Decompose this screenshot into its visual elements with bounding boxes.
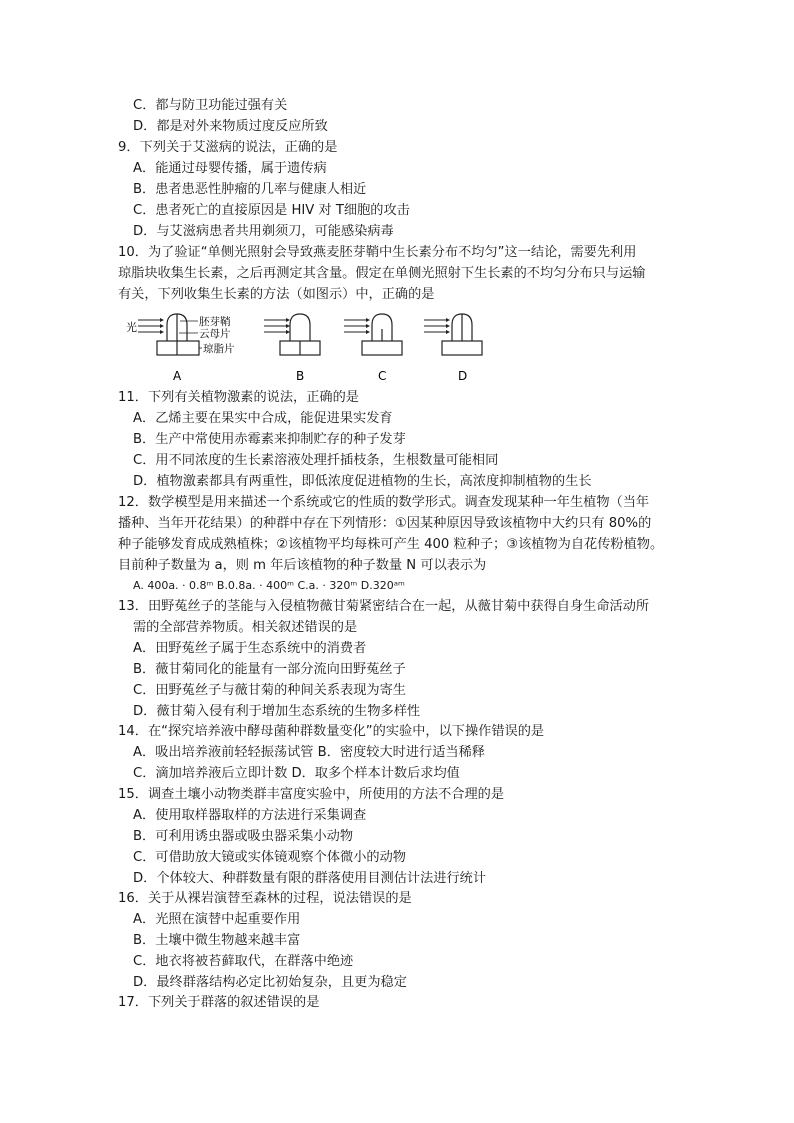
q16-option-d: D．最终群落结构必定比初始复杂，且更为稳定 [133,975,407,990]
q11-option-a: A．乙烯主要在果实中合成，能促进果实发育 [133,411,393,426]
question-12-line-2: 播种、当年开花结果）的种群中存在下列情形：①因某种原因导致该植物中大约只有 80%的 [118,516,652,531]
panel-b [264,314,320,383]
panel-label-b: B [296,369,305,383]
light-label: 光 [126,321,137,334]
panel-c [344,314,402,383]
q11-option-b: B．生产中常使用赤霉素来抑制贮存的种子发芽 [133,432,406,447]
q9-option-c: C．患者死亡的直接原因是 HIV 对 T细胞的攻击 [133,203,410,218]
question-14: 14．在“探究培养液中酵母菌种群数量变化”的实验中，以下操作错误的是 [118,724,545,739]
panel-label-c: C [378,369,387,383]
q13-option-d: D．薇甘菊入侵有利于增加生态系统的生物多样性 [133,704,421,719]
panel-label-d: D [458,369,468,383]
q9-option-a: A．能通过母婴传播，属于遗传病 [133,161,327,176]
q15-option-a: A．使用取样器取样的方法进行采集调查 [133,808,367,823]
q16-option-b: B．土壤中微生物越来越丰富 [133,933,301,948]
q15-option-c: C．可借助放大镜或实体镜观察个体微小的动物 [133,850,406,865]
mica-label: 云母片 [199,328,231,340]
q8-option-d: D．都是对外来物质过度反应所致 [133,119,328,134]
q16-option-c: C．地衣将被苔藓取代，在群落中绝迹 [133,954,354,969]
q13-option-b: B．薇甘菊同化的能量有一部分流向田野菟丝子 [133,662,406,677]
coleoptile-label: 胚芽鞘 [199,316,231,328]
coleoptile-figure [126,311,496,385]
question-12-line-1: 12．数学模型是用来描述一个系统或它的性质的数学形式。调查发现某种一年生植物（当年 [118,495,650,510]
question-13-line-1: 13．田野菟丝子的茎能与入侵植物薇甘菊紧密结合在一起，从薇甘菊中获得自身生命活动所 [118,599,650,614]
question-12-line-4: 目前种子数量为 a，则 m 年后该植物的种子数量 N 可以表示为 [118,558,487,573]
panel-a [138,314,235,383]
question-9: 9．下列关于艾滋病的说法，正确的是 [118,140,338,155]
q9-option-b: B．患者患恶性肿瘤的几率与健康人相近 [133,182,367,197]
q15-option-b: B．可利用诱虫器或吸虫器采集小动物 [133,829,354,844]
q11-option-d: D．植物激素都具有两重性，即低浓度促进植物的生长，高浓度抑制植物的生长 [133,474,592,489]
question-12-line-3: 种子能够发育成成熟植株；②该植物平均每株可产生 400 粒种子；③该植物为自花传粉植物。 [118,537,664,552]
q14-options-ab: A．吸出培养液前轻轻振荡试管 B．密度较大时进行适当稀释 [133,745,485,760]
q8-option-c: C．都与防卫功能过强有关 [133,98,288,113]
question-10-line-2: 琼脂块收集生长素，之后再测定其含量。假定在单侧光照射下生长素的不均匀分布只与运输 [118,266,646,281]
question-17: 17．下列关于群落的叙述错误的是 [118,995,320,1010]
question-10-line-3: 有关，下列收集生长素的方法（如图示）中，正确的是 [118,287,435,302]
panel-label-a: A [173,369,182,383]
question-11: 11．下列有关植物激素的说法，正确的是 [118,390,359,405]
question-10-line-1: 10．为了验证“单侧光照射会导致燕麦胚芽鞘中生长素分布不均匀”这一结论，需要先利用 [118,245,637,260]
question-15: 15．调查土壤小动物类群丰富度实验中，所使用的方法不合理的是 [118,787,505,802]
question-13-line-2: 需的全部营养物质。相关叙述错误的是 [133,620,358,635]
q15-option-d: D．个体较大、种群数量有限的群落使用目测估计法进行统计 [133,871,487,886]
q14-options-cd: C．滴加培养液后立即计数 D．取多个样本计数后求均值 [133,766,460,781]
q13-option-c: C．田野菟丝子与薇甘菊的种间关系表现为寄生 [133,683,406,698]
agar-label: 琼脂片 [203,343,235,355]
q9-option-d: D．与艾滋病患者共用剃须刀，可能感染病毒 [133,224,394,239]
q12-options: A. 400a. · 0.8ᵐ B.0.8a. · 400ᵐ C.a. · 320ᵐ D.320ᵃᵐ [133,579,405,592]
q13-option-a: A．田野菟丝子属于生态系统中的消费者 [133,641,367,656]
question-16: 16．关于从裸岩演替至森林的过程，说法错误的是 [118,891,412,906]
q11-option-c: C．用不同浓度的生长素溶液处理扦插枝条，生根数量可能相同 [133,453,499,468]
q16-option-a: A．光照在演替中起重要作用 [133,912,301,927]
panel-d [424,314,482,383]
